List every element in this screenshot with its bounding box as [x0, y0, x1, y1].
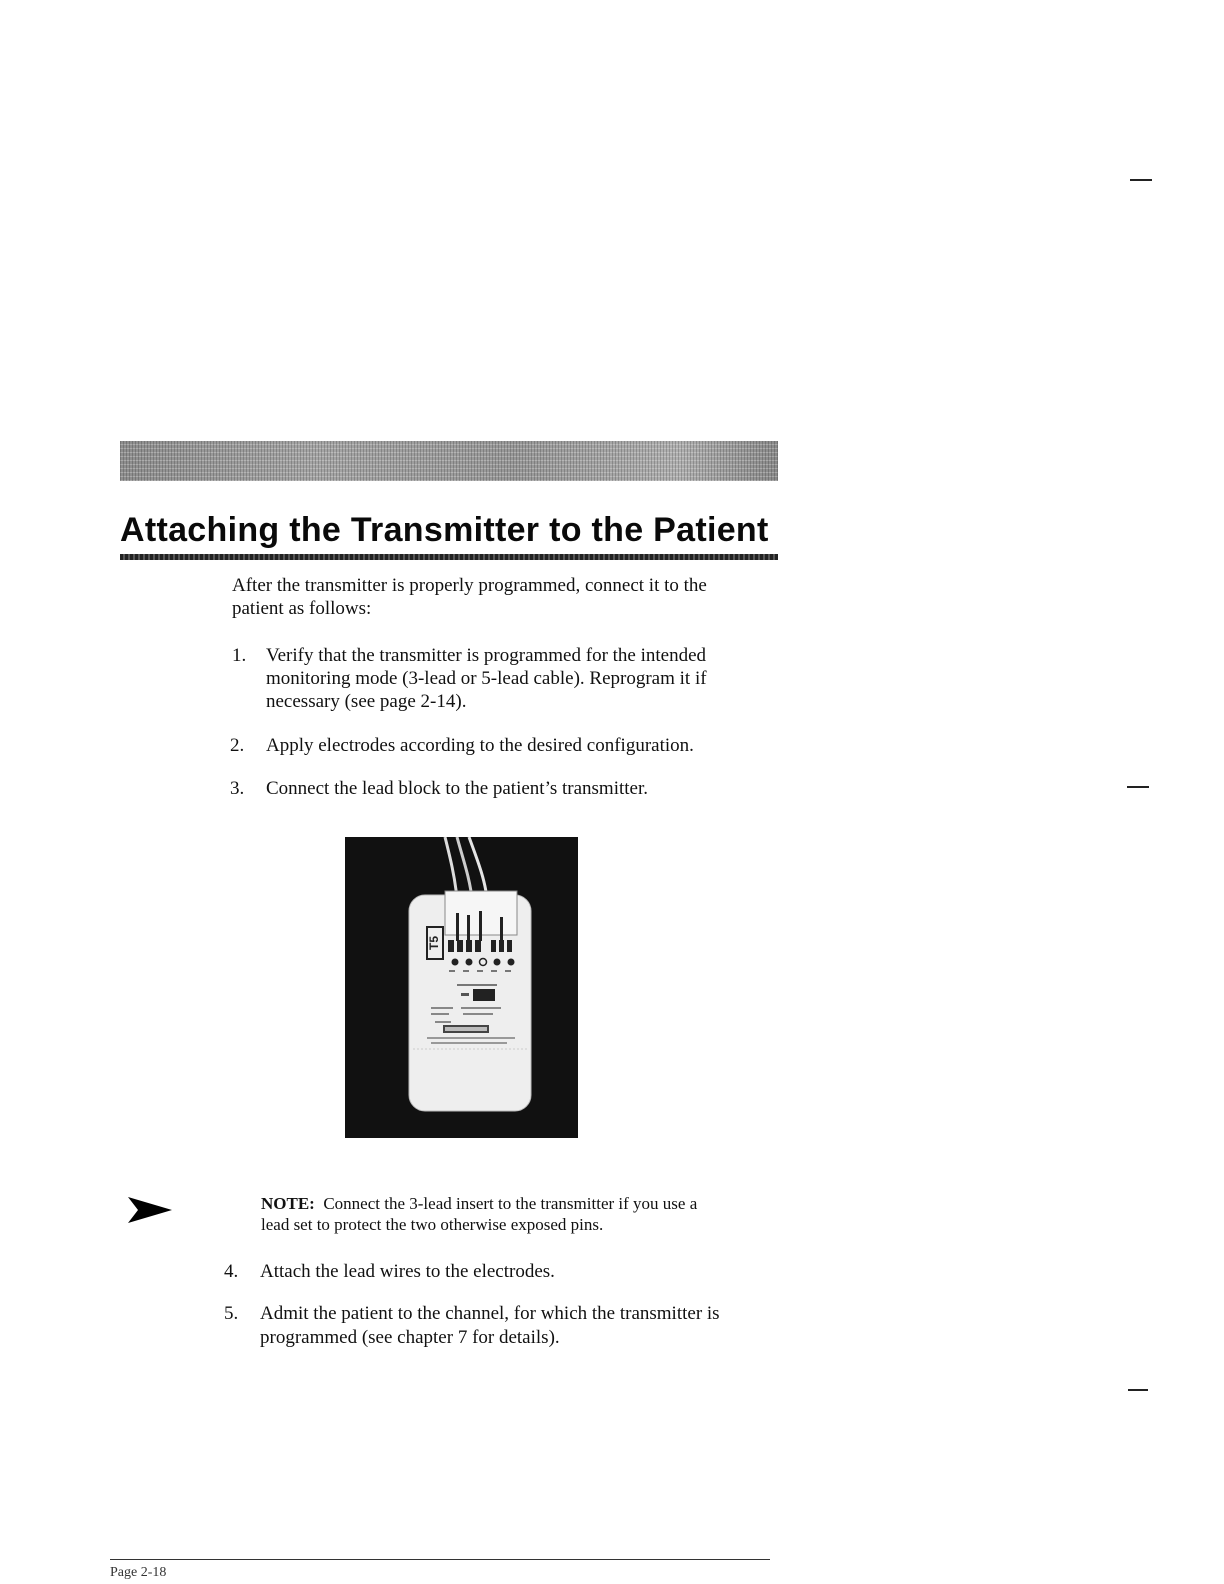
step-number: 4.: [224, 1261, 239, 1282]
page-title: Attaching the Transmitter to the Patient: [120, 511, 769, 549]
step-text-line: Connect the lead block to the patient’s transmitter.: [266, 778, 649, 799]
note-line-1: [261, 1193, 778, 1214]
step-text-line: Apply electrodes according to the desired configuration.: [266, 735, 694, 756]
step-text-line: Admit the patient to the channel, for which the transmitter is: [260, 1303, 720, 1324]
note-arrow-icon: [128, 1197, 172, 1223]
transmitter-photo: [345, 837, 578, 1138]
margin-tick: [1130, 179, 1152, 181]
intro-text-line-2: patient as follows:: [232, 598, 372, 619]
margin-tick: [1127, 786, 1149, 788]
step-text-line: programmed (see chapter 7 for details).: [260, 1327, 560, 1348]
step-number: 5.: [224, 1303, 239, 1324]
step-number: 1.: [232, 645, 247, 666]
device-model-label: T5: [427, 935, 442, 951]
step-number: 2.: [230, 735, 245, 756]
step-text-line: necessary (see page 2-14).: [266, 691, 467, 712]
step-number: 3.: [230, 778, 245, 799]
section-header-band: [120, 441, 778, 481]
note-label: NOTE:: [261, 1194, 315, 1213]
intro-text-line-1: After the transmitter is properly programmed, connect it to the: [232, 575, 707, 596]
step-text-line: Verify that the transmitter is programmed for the intended: [266, 645, 707, 666]
margin-tick: [1128, 1389, 1148, 1391]
footer-rule: [110, 1559, 770, 1560]
page-title-container: [120, 500, 778, 560]
step-text-line: monitoring mode (3-lead or 5-lead cable). Reprogram it if: [266, 668, 707, 689]
note-text-1: Connect the 3-lead insert to the transmitter if you use a: [323, 1194, 698, 1213]
note-block: [261, 1193, 778, 1235]
title-underline: [120, 554, 778, 560]
note-line-2: lead set to protect the two otherwise exposed pins.: [261, 1215, 604, 1234]
step-text-line: Attach the lead wires to the electrodes.: [260, 1261, 555, 1282]
footer-text: Page 2-18: [110, 1565, 167, 1580]
